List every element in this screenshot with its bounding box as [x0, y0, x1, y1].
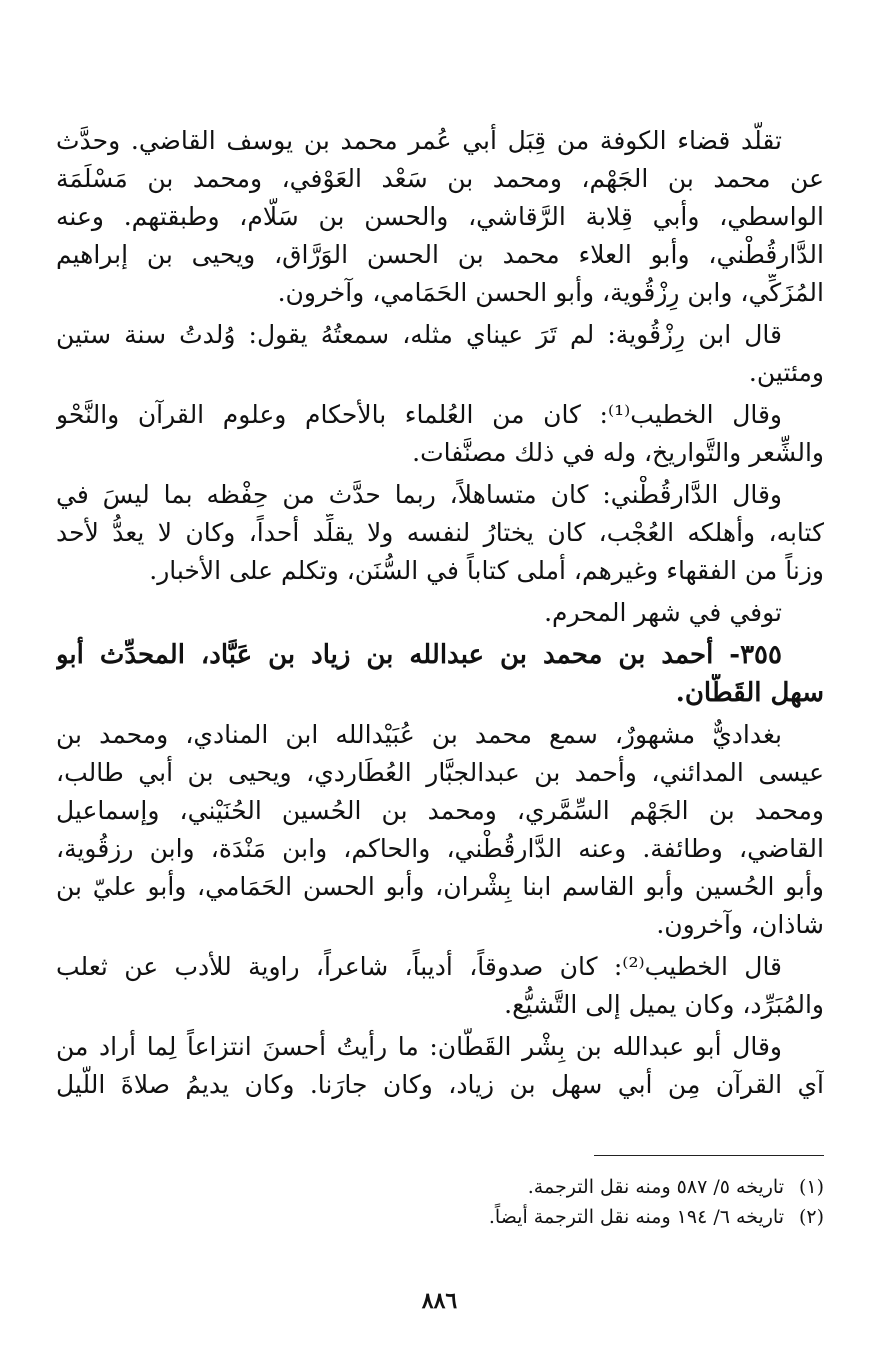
text-line: وزناً من الفقهاء وغيرهم، أملى كتاباً في السُّنَن، وتكلم على الأخبار. — [149, 556, 824, 585]
footnote-text: تاريخه ٥/ ٥٨٧ ومنه نقل الترجمة. — [527, 1176, 784, 1198]
text-line: وأبو الحُسين وأبو القاسم ابنا بِشْران، وأبو الحسن الحَمَامي، وأبو عليّ بن — [56, 872, 824, 901]
footnote-divider — [594, 1155, 824, 1156]
text-line: الواسطي، وأبي قِلابة الرَّقاشي، والحسن بن سَلَّام، وطبقتهم. وعنه — [56, 202, 824, 231]
page-number: ٨٨٦ — [421, 1288, 458, 1314]
text-line: المُزَكِّي، وابن رِزْقُوية، وأبو الحسن الحَمَامي، وآخرون. — [277, 278, 824, 307]
text-line: توفي في شهر المحرم. — [544, 598, 782, 627]
text-line: وقال أبو عبدالله بن بِشْر القَطَّان: ما رأيتُ أحسنَ انتزاعاً لِما أراد من — [56, 1032, 782, 1061]
footnote-number: (١) — [798, 1176, 824, 1198]
text-line: شاذان، وآخرون. — [656, 910, 824, 939]
text-line: القاضي، وطائفة. وعنه الدَّارقُطْني، والحاكم، وابن مَنْدَة، وابن رزقُوية، — [56, 834, 824, 863]
text-line: وقال الدَّارقُطْني: كان متساهلاً، ربما حدَّث من حِفْظه بما ليسَ في — [56, 480, 782, 509]
text-line: الدَّارقُطْني، وأبو العلاء محمد بن الحسن الوَرَّاق، ويحيى بن إبراهيم — [56, 240, 824, 269]
footnote-number: (٢) — [798, 1206, 824, 1228]
text-line: آي القرآن مِن أبي سهل بن زياد، وكان جارَنا. وكان يديمُ صلاةَ اللَّيل — [56, 1070, 824, 1099]
text-line: عن محمد بن الجَهْم، ومحمد بن سَعْد العَوْفي، ومحمد بن مَسْلَمَة — [56, 164, 824, 193]
text-line: كتابه، وأهلكه العُجْب، كان يختارُ لنفسه ولا يقلِّد أحداً، وكان لا يعدُّ لأحد — [56, 518, 824, 547]
text-line: تقلّد قضاء الكوفة من قِبَل أبي عُمر محمد بن يوسف القاضي. وحدَّث — [56, 126, 782, 155]
text-line: والمُبَرِّد، وكان يميل إلى التَّشيُّع. — [504, 990, 824, 1019]
text-line: ومئتين. — [748, 358, 824, 387]
footnote — [56, 1172, 824, 1202]
entry-heading-line: سهل القَطَّان. — [675, 678, 824, 708]
text-line: قال الخطيب⁽²⁾: كان صدوقاً، أديباً، شاعراً، راوية للأدب عن ثعلب — [56, 952, 783, 981]
text-line: قال ابن رِزْقُوية: لم تَرَ عيناي مثله، سمعتُهُ يقول: وُلدتُ سنة ستين — [56, 320, 782, 349]
text-line: بغداديٌّ مشهورٌ، سمع محمد بن عُبَيْدالله ابن المنادي، ومحمد بن — [56, 720, 782, 749]
text-line: عيسى المدائني، وأحمد بن عبدالجبَّار العُطَاردي، ويحيى بن أبي طالب، — [56, 758, 824, 787]
footnotes — [56, 1172, 824, 1232]
footnote — [56, 1202, 824, 1232]
page-body — [56, 122, 824, 1104]
text-line: وقال الخطيب⁽¹⁾: كان من العُلماء بالأحكام وعلوم القرآن والنَّحْو — [56, 400, 782, 429]
text-line: والشِّعر والتَّواريخ، وله في ذلك مصنَّفات. — [412, 438, 824, 467]
text-line: ومحمد بن الجَهْم السِّمَّري، ومحمد بن الحُسين الحُنَيْني، وإسماعيل — [56, 796, 824, 825]
footnote-text: تاريخه ٦/ ١٩٤ ومنه نقل الترجمة أيضاً. — [488, 1206, 784, 1228]
entry-heading-line: ٣٥٥- أحمد بن محمد بن عبدالله بن زياد بن عَبَّاد، المحدِّث أبو — [56, 640, 782, 670]
